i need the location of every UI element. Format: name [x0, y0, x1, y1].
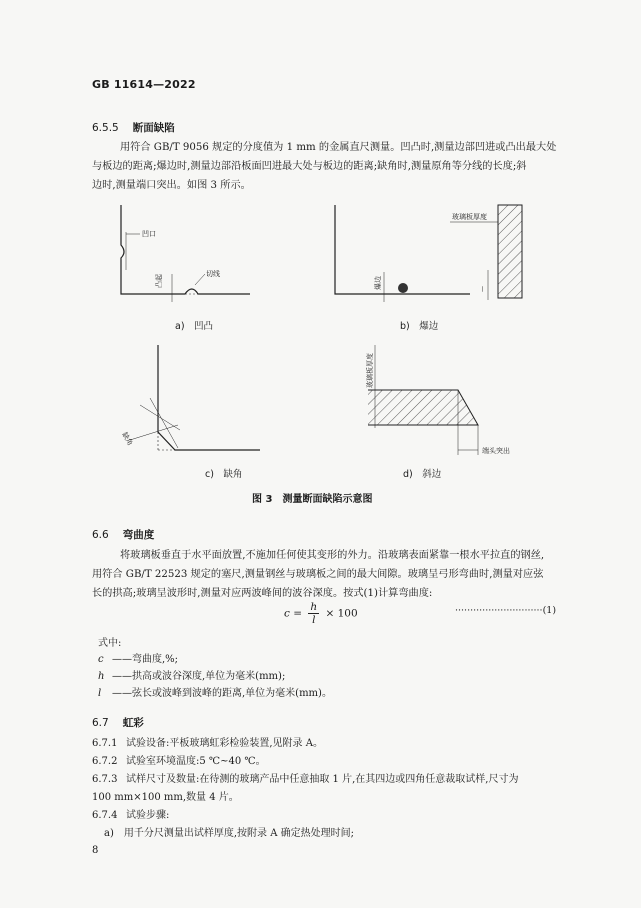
section-6-5-5-heading	[92, 120, 175, 135]
clause-item: 100 mm×100 mm,数量 4 片。	[92, 792, 239, 803]
formula-numerator: h	[310, 601, 318, 613]
section-title: 虹彩	[122, 717, 144, 729]
diagram-a-dent-bump	[121, 205, 250, 302]
section-title: 弯曲度	[122, 529, 155, 541]
standard-header: GB 11614—2022	[92, 78, 196, 91]
clause-item: 6.7.3 试样尺寸及数量:在待测的玻璃产品中任意抽取 1 片,在其四边或四角任意裁取试样,尺寸为	[92, 774, 519, 785]
formula-number: ·····························(1)	[455, 605, 557, 616]
section-6-7-items	[92, 735, 622, 843]
section-6-6-body	[92, 546, 612, 603]
diagram-d-bevel-edge	[365, 345, 510, 455]
paragraph-line: 与板边的距离;爆边时,测量边部沿板面凹进最大处与板边的距离;缺角时,测量原角等分线的长度;斜	[92, 161, 527, 172]
section-number: 6.6	[92, 529, 109, 541]
paragraph-line: 边时,测量端口突出。如图 3 所示。	[92, 180, 251, 191]
label-protrusion: 端头突出	[482, 447, 510, 455]
formula-denominator: l	[312, 614, 316, 626]
clause-item: 6.7.4 试验步骤:	[92, 810, 170, 821]
step-a: a) 用千分尺测量出试样厚度,按附录 A 确定热处理时间;	[104, 828, 354, 839]
section-6-6-heading	[92, 527, 154, 542]
section-6-7-heading	[92, 715, 144, 730]
clause-item: 6.7.2 试验室环境温度:5 ℃~40 ℃。	[92, 756, 266, 767]
figure-3-diagrams	[0, 195, 641, 505]
caption-b: b) 爆边	[400, 321, 439, 332]
variable-list	[98, 651, 332, 702]
svg-text:—: —	[479, 286, 486, 292]
caption-a: a) 凹凸	[175, 321, 214, 332]
caption-c: c) 缺角	[205, 469, 243, 480]
section-6-5-5-body	[92, 138, 612, 195]
formula-lhs: c =	[284, 607, 303, 620]
section-title: 断面缺陷	[132, 122, 175, 134]
variable-item: h ——拱高或波谷深度,单位为毫米(mm);	[98, 671, 286, 682]
formula-rhs: × 100	[325, 607, 358, 620]
diagram-c-missing-corner	[120, 345, 260, 450]
label-corner: 缺角	[120, 431, 135, 448]
diagram-b-edge-chip	[335, 205, 522, 302]
variable-item: c ——弯曲度,%;	[98, 654, 179, 665]
caption-d: d) 斜边	[403, 469, 442, 480]
label-thickness-b: 玻璃板厚度	[452, 213, 487, 221]
label-thickness-d: 玻璃板厚度	[366, 353, 374, 388]
label-chip: 爆边	[374, 276, 382, 290]
paragraph-line: 长的拱高;玻璃呈波形时,测量对应两波峰间的波谷深度。按式(1)计算弯曲度:	[92, 588, 433, 599]
page-number: 8	[92, 845, 99, 856]
label-cut: 切线	[206, 270, 220, 278]
label-dent: 凹口	[142, 230, 156, 238]
section-number: 6.5.5	[92, 122, 119, 134]
figure-title: 图 3 测量断面缺陷示意图	[252, 494, 373, 505]
section-number: 6.7	[92, 717, 109, 729]
where-label: 式中:	[98, 638, 122, 649]
paragraph-line: 用符合 GB/T 22523 规定的塞尺,测量钢丝与玻璃板之间的最大间隙。玻璃呈弓形弯曲时,测量对应弦	[92, 569, 544, 580]
paragraph-line: 将玻璃板垂直于水平面放置,不施加任何使其变形的外力。沿玻璃表面紧靠一根水平拉直的钢丝,	[120, 550, 545, 561]
clause-item: 6.7.1 试验设备:平板玻璃虹彩检验装置,见附录 A。	[92, 738, 323, 749]
variable-item: l ——弦长或波峰到波峰的距离,单位为毫米(mm)。	[98, 688, 332, 699]
label-bump: 凸起	[155, 274, 163, 288]
paragraph-line: 用符合 GB/T 9056 规定的分度值为 1 mm 的金属直尺测量。凹凸时,测量边部凹进或凸出最大处	[120, 142, 557, 153]
formula	[284, 601, 358, 626]
